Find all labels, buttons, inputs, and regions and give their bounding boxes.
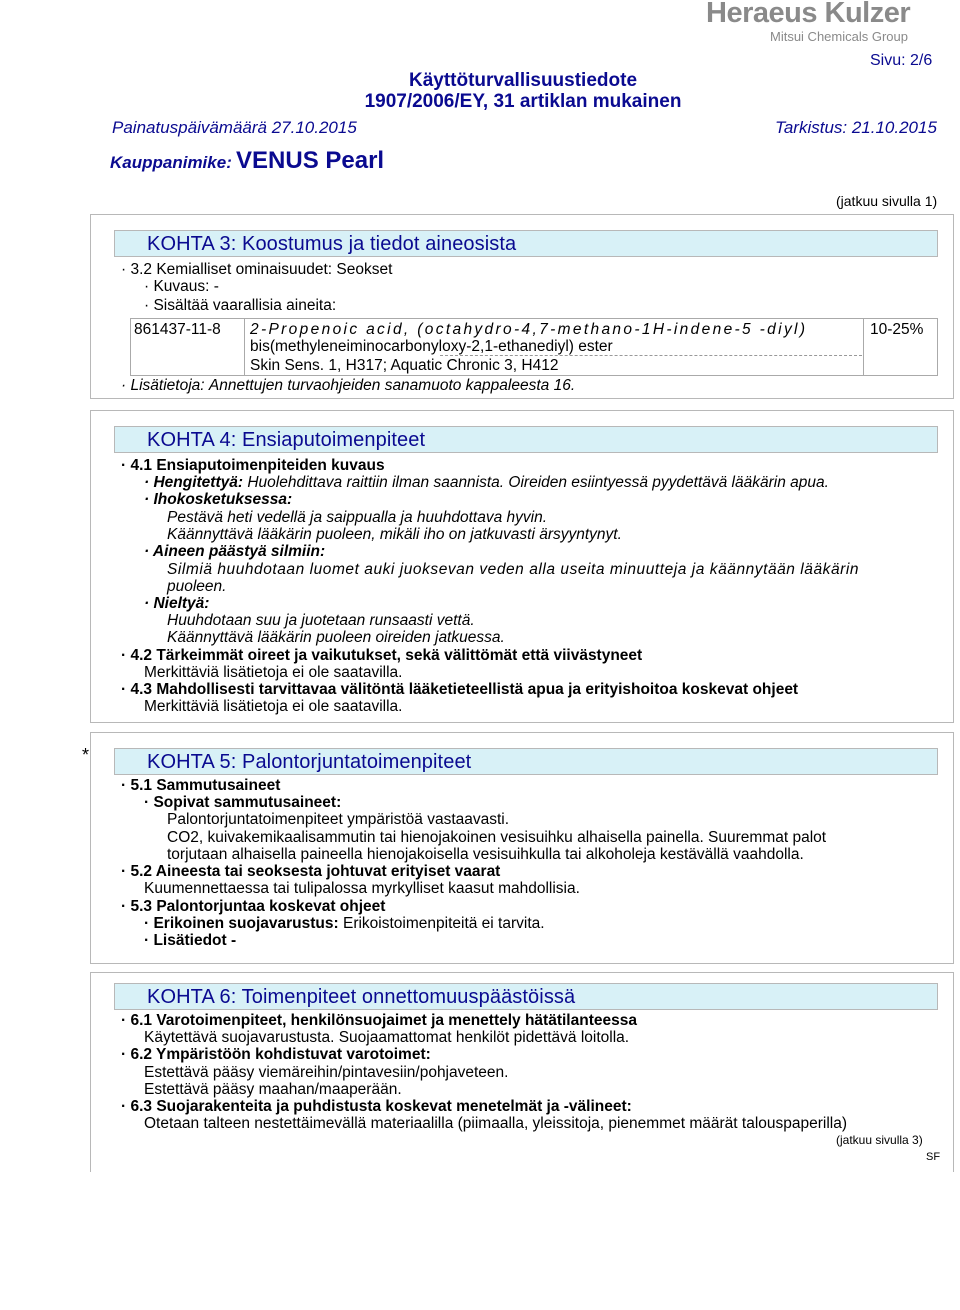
eye-contact-text-1: Silmiä huuhdotaan luomet auki juoksevan veden alla useita minuutteja ja käännytään lääkärin (167, 561, 859, 578)
additional-info (121, 377, 575, 395)
revision-date: Tarkistus: 21.10.2015 (775, 118, 937, 137)
description-line: · Kuvaus: - (144, 278, 219, 295)
section-6-2-heading: · 6.2 Ympäristöön kohdistuvat varotoimet: (121, 1046, 431, 1063)
section-3-2-heading: · 3.2 Kemialliset ominaisuudet: Seokset (121, 261, 393, 278)
section-5-2-text: Kuumennettaessa tai tulipalossa myrkylliset kaasut mahdollisia. (144, 880, 580, 897)
table-divider (863, 318, 864, 376)
trade-name (110, 147, 385, 174)
section-6-title: KOHTA 6: Toimenpiteet onnettomuuspäästöissä (114, 983, 938, 1010)
chemical-name-cont: bis(methyleneiminocarbonyloxy-2,1-ethanediyl) ester (250, 338, 613, 355)
ingestion-label: · Nieltyä: (144, 595, 210, 612)
section-4-1-heading: · 4.1 Ensiaputoimenpiteiden kuvaus (121, 457, 385, 474)
trade-name-value: VENUS Pearl (236, 147, 385, 174)
eye-contact-label: · Aineen päästyä silmiin: (144, 543, 326, 560)
concentration: 10-25% (870, 321, 924, 338)
table-separator (440, 355, 862, 356)
additional-info-5: · Lisätiedot - (144, 932, 237, 949)
section-5-1-heading: · 5.1 Sammutusaineet (121, 777, 281, 794)
ingestion-text-2: Käännyttävä lääkärin puoleen oireiden jatkuessa. (167, 629, 505, 646)
section-6-3-text: Otetaan talteen nestettäimevällä materiaalilla (piimaalla, yleissitoja, pienemmet määrät talouspaperilla) (144, 1115, 848, 1132)
suitable-media-text-3: torjutaan alhaisella paineella hienojakoisella vesisuihkulla tai alkoholeja kestävällä vaahdolla. (167, 846, 804, 863)
section-5-2-heading: · 5.2 Aineesta tai seoksesta johtuvat erityiset vaarat (121, 863, 501, 880)
inhalation-label: · Hengitettyä: (144, 474, 244, 491)
protective-equipment (144, 915, 545, 933)
section-3-title: KOHTA 3: Koostumus ja tiedot aineosista (114, 230, 938, 257)
skin-contact-text-1: Pestävä heti vedellä ja saippualla ja huuhdottava hyvin. (167, 509, 548, 526)
section-5-title: KOHTA 5: Palontorjuntatoimenpiteet (114, 748, 938, 775)
company-logo: Heraeus Kulzer (706, 0, 911, 29)
document-title: Käyttöturvallisuustiedote (408, 70, 638, 91)
page-number: Sivu: 2/6 (870, 52, 933, 69)
section-6-2-text-2: Estettävä pääsy maahan/maaperään. (144, 1081, 402, 1098)
language-code: SF (926, 1151, 941, 1163)
protective-equipment-label: · Erikoinen suojavarustus: (144, 915, 339, 932)
ingestion-text-1: Huuhdotaan suu ja juotetaan runsaasti vettä. (167, 612, 475, 629)
section-6-1-text: Käytettävä suojavarustusta. Suojaamattomat henkilöt pidettävä loitolla. (144, 1029, 630, 1046)
additional-info-text: Annettujen turvaohjeiden sanamuoto kappaleesta 16. (208, 377, 576, 394)
document-regulation: 1907/2006/EY, 31 artiklan mukainen (364, 91, 682, 112)
trade-name-label: Kauppanimike: (110, 153, 232, 172)
eye-contact-text-2: puoleen. (167, 578, 227, 595)
section-4-3-heading: · 4.3 Mahdollisesti tarvittavaa välitöntä lääketieteellistä apua ja erityishoitoa koskevat ohjeet (121, 681, 799, 698)
section-4-title: KOHTA 4: Ensiaputoimenpiteet (114, 426, 938, 453)
inhalation (144, 474, 829, 492)
chemical-name: 2-Propenoic acid, (octahydro-4,7-methano-1H-indene-5 -diyl) (250, 321, 808, 338)
section-5-3-heading: · 5.3 Palontorjuntaa koskevat ohjeet (121, 898, 386, 915)
continued-from-note: (jatkuu sivulla 1) (836, 193, 938, 209)
table-divider (244, 318, 245, 376)
hazardous-ingredients-heading: · Sisältää vaarallisia aineita: (144, 297, 337, 314)
print-date: Painatuspäivämäärä 27.10.2015 (112, 118, 357, 137)
section-6-1-heading: · 6.1 Varotoimenpiteet, henkilönsuojaimet ja menettely hätätilanteessa (121, 1012, 637, 1029)
suitable-media-text-1: Palontorjuntatoimenpiteet ympäristöä vastaavasti. (167, 811, 510, 828)
company-logo-subtitle: Mitsui Chemicals Group (770, 29, 908, 44)
hazard-classification: Skin Sens. 1, H317; Aquatic Chronic 3, H412 (250, 357, 559, 374)
inhalation-text: Huolehdittava raittiin ilman saannista. Oireiden esiintyessä pyydettävä lääkärin apua. (247, 474, 829, 491)
section-4-2-text: Merkittäviä lisätietoja ei ole saatavilla. (144, 664, 403, 681)
section-6-2-text-1: Estettävä pääsy viemäreihin/pintavesiin/pohjaveteen. (144, 1064, 509, 1081)
section-4-2-heading: · 4.2 Tärkeimmät oireet ja vaikutukset, sekä välittömät että viivästyneet (121, 647, 643, 664)
protective-equipment-text: Erikoistoimenpiteitä ei tarvita. (342, 915, 545, 932)
cas-number: 861437-11-8 (134, 321, 221, 338)
skin-contact-text-2: Käännyttävä lääkärin puoleen, mikäli iho on jatkuvasti ärsyyntynyt. (167, 526, 622, 543)
suitable-media-text-2: CO2, kuivakemikaalisammutin tai hienojakoinen vesisuihku alhaisella painella. Suuremmat palot (167, 829, 827, 846)
skin-contact-label: · Ihokosketuksessa: (144, 491, 293, 508)
section-6-3-heading: · 6.3 Suojarakenteita ja puhdistusta koskevat menetelmät ja -välineet: (121, 1098, 632, 1115)
revision-marker: * (82, 745, 90, 765)
continues-on-note: (jatkuu sivulla 3) (836, 1133, 923, 1147)
section-4-3-text: Merkittäviä lisätietoja ei ole saatavilla. (144, 698, 403, 715)
additional-info-label: · Lisätietoja: (121, 377, 205, 394)
suitable-media-label: · Sopivat sammutusaineet: (144, 794, 342, 811)
